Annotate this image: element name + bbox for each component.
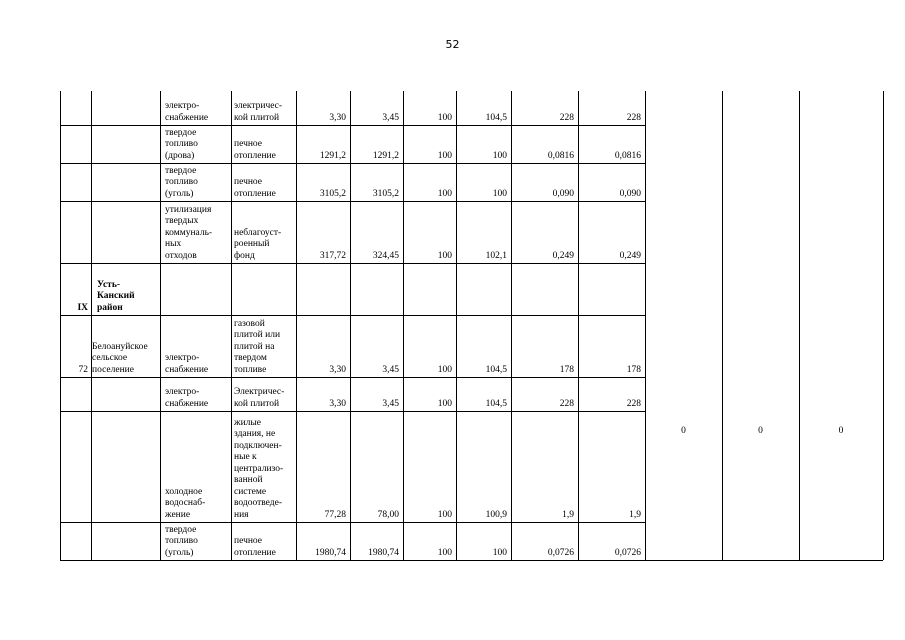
tariff-new: 3,45 — [382, 398, 399, 409]
table-row-rule — [60, 560, 645, 561]
norm-prev: 178 — [559, 364, 574, 375]
tariff-new: 78,00 — [377, 509, 399, 520]
tariff-prev: 3,30 — [329, 364, 346, 375]
table-column-rule — [60, 91, 61, 560]
tariff-new: 324,45 — [372, 250, 399, 261]
service-name: электро- снабжение — [165, 387, 209, 409]
tariff-new: 1291,2 — [372, 150, 399, 161]
service-type: неблагоуст- роенный фонд — [234, 227, 282, 261]
tariff-new: 1980,74 — [368, 547, 399, 558]
norm-prev: 0,090 — [552, 188, 574, 199]
table-row-rule — [60, 163, 645, 164]
service-type: печное отопление — [234, 536, 276, 558]
index-new: 100 — [492, 188, 507, 199]
service-type: Электричес- кой плитой — [234, 387, 285, 409]
index-prev: 100 — [437, 150, 452, 161]
norm-prev: 0,249 — [552, 250, 574, 261]
index-prev: 100 — [437, 188, 452, 199]
tariff-prev: 77,28 — [324, 509, 346, 520]
index-prev: 100 — [437, 509, 452, 520]
norm-new: 178 — [626, 364, 641, 375]
service-type: печное отопление — [234, 139, 276, 161]
row-number: 72 — [78, 364, 88, 375]
tariff-new: 3,45 — [382, 364, 399, 375]
tariff-prev: 3,30 — [329, 112, 346, 123]
norm-new: 228 — [626, 112, 641, 123]
summary-value: 0 — [838, 426, 844, 436]
table-column-rule — [645, 91, 646, 560]
index-prev: 100 — [437, 250, 452, 261]
index-new: 102,1 — [485, 250, 507, 261]
index-new: 100 — [492, 547, 507, 558]
tariff-prev: 3,30 — [329, 398, 346, 409]
index-prev: 100 — [437, 364, 452, 375]
service-type: газовой плитой или плитой на твердом топливе — [234, 318, 281, 375]
table-column-rule — [403, 91, 404, 560]
norm-new: 0,0726 — [614, 547, 641, 558]
table-column-rule — [160, 91, 161, 560]
tariff-prev: 1291,2 — [319, 150, 346, 161]
table-column-rule — [231, 91, 232, 560]
service-name: твердое топливо (уголь) — [165, 524, 198, 558]
table-row-rule — [60, 522, 645, 523]
service-type: электричес- кой плитой — [234, 101, 283, 123]
summary-value: 0 — [758, 426, 763, 436]
norm-new: 228 — [626, 398, 641, 409]
table-column-rule — [296, 91, 297, 560]
index-prev: 100 — [437, 547, 452, 558]
tariff-new: 3,45 — [382, 112, 399, 123]
region-name: Усть- Канский район — [97, 279, 135, 313]
norm-new: 0,090 — [619, 188, 641, 199]
table-column-rule — [578, 91, 579, 560]
table-row-rule — [60, 377, 645, 378]
service-name: твердое топливо (уголь) — [165, 165, 198, 199]
norm-new: 0,0816 — [614, 150, 641, 161]
service-name: холодное водоснаб- жение — [165, 486, 206, 520]
table-column-rule — [91, 91, 92, 560]
table-column-rule — [799, 91, 800, 560]
page-number: 52 — [445, 38, 460, 51]
table-row-rule — [60, 201, 645, 202]
settlement-name: Белоануйское сельское поселение — [92, 341, 148, 375]
norm-prev: 0,0816 — [547, 150, 574, 161]
table-row-rule — [60, 125, 645, 126]
table-column-rule — [722, 91, 723, 560]
table-column-rule — [511, 91, 512, 560]
index-prev: 100 — [437, 112, 452, 123]
service-type: жилые здания, не подключен- ные к централизо- ванной системе водоотведе- ния — [234, 417, 284, 520]
service-name: утилизация твердых коммуналь- ных отходов — [165, 204, 213, 261]
table-row-rule — [60, 263, 645, 264]
index-new: 104,5 — [485, 364, 507, 375]
table-row-rule — [645, 560, 883, 561]
index-prev: 100 — [437, 398, 452, 409]
service-type: печное отопление — [234, 177, 276, 199]
tariff-prev: 317,72 — [319, 250, 346, 261]
tariff-prev: 3105,2 — [319, 188, 346, 199]
norm-prev: 228 — [559, 398, 574, 409]
index-new: 104,5 — [485, 112, 507, 123]
table-row-rule — [60, 315, 645, 316]
norm-prev: 228 — [559, 112, 574, 123]
tariff-new: 3105,2 — [372, 188, 399, 199]
norm-new: 0,249 — [619, 250, 641, 261]
norm-prev: 1,9 — [562, 509, 574, 520]
index-new: 100 — [492, 150, 507, 161]
row-number: IX — [77, 302, 88, 313]
table-row-rule — [60, 411, 645, 412]
table-column-rule — [456, 91, 457, 560]
table-column-rule — [883, 91, 884, 560]
index-new: 104,5 — [485, 398, 507, 409]
norm-new: 1,9 — [629, 509, 641, 520]
summary-value: 0 — [681, 426, 686, 436]
table-column-rule — [350, 91, 351, 560]
norm-prev: 0,0726 — [547, 547, 574, 558]
service-name: электро- снабжение — [165, 353, 209, 375]
service-name: электро- снабжение — [165, 101, 209, 123]
index-new: 100,9 — [485, 509, 507, 520]
tariff-prev: 1980,74 — [315, 547, 346, 558]
service-name: твердое топливо (дрова) — [165, 127, 198, 161]
